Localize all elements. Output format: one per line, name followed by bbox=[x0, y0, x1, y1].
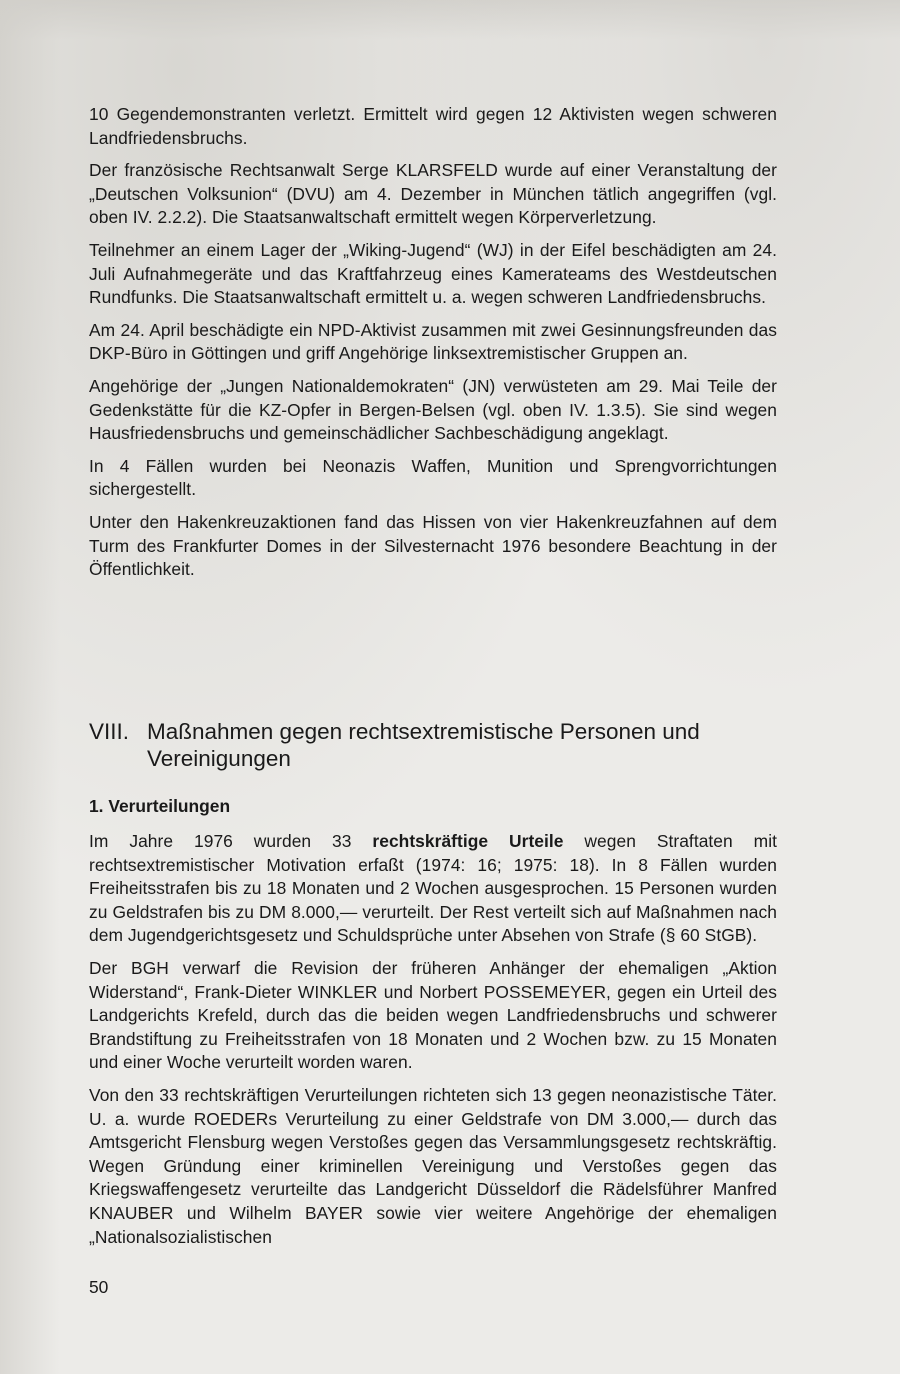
paragraph-neonazi-convictions: Von den 33 rechtskräftigen Verurteilungen richteten sich 13 gegen neonazistische Täter. U. a. wurde ROEDERs Verurteilung zu einer Geldstrafe von DM 3.000,— durch das Amtsgericht Flensburg wegen Verstoßes gegen das Versammlungsgesetz rechtskräftig. Wegen Gründung einer kriminellen Vereinigung und Verstoßes gegen das Kriegswaffengesetz verurteilte das Landgericht Düsseldorf die Rädelsführer Manfred KNAUBER und Wilhelm BAYER sowie vier weitere Angehörige der ehemaligen „Nationalsozialistischen bbox=[89, 1084, 777, 1247]
subsection-heading: 1. Verurteilungen bbox=[89, 796, 231, 816]
page-number: 50 bbox=[89, 1277, 109, 1297]
section-title: Maßnahmen gegen rechtsextremistische Personen und Vereinigungen bbox=[147, 719, 700, 771]
paragraph-npd-activist: Am 24. April beschädigte ein NPD-Aktivist zusammen mit zwei Gesinnungsfreunden das DKP-Büro in Göttingen und griff Angehörige linksextremistischer Gruppen an. bbox=[89, 319, 777, 364]
paragraph-bgh-revision: Der BGH verwarf die Revision der früheren Anhänger der ehemaligen „Aktion Widerstand“, Frank-Dieter WINKLER und Norbert POSSEMEYER, gegen ein Urteil des Landgerichts Krefeld, durch das die beiden wegen Landfriedensbruchs und schwerer Brandstiftung zu Freiheitsstrafen von 18 Monaten und 2 Wochen bzw. zu 15 Monaten und einer Woche verurteilt worden waren. bbox=[89, 957, 777, 1073]
paragraph-weapons-seized: In 4 Fällen wurden bei Neonazis Waffen, Munition und Sprengvorrichtungen sichergestellt. bbox=[89, 455, 777, 500]
text-block-top bbox=[89, 103, 777, 582]
verdicts-emphasis: rechtskräftige Urteile bbox=[372, 831, 564, 851]
verdicts-text-after: wegen Straftaten mit rechtsextremistischer Motivation erfaßt (1974: 16; 1975: 18). In 8 Fällen wurden Freiheitsstrafen bis zu 18 Monaten und 2 Wochen ausgesprochen. 15 Personen wurden zu Geldstrafen bis zu DM 8.000,— verurteilt. Der Rest verteilt sich auf Maßnahmen nach dem Jugendgerichtsgesetz und Schuldsprüche unter Absehen von Strafe (§ 60 StGB). bbox=[89, 831, 777, 946]
paragraph-wiking-jugend: Teilnehmer an einem Lager der „Wiking-Jugend“ (WJ) in der Eifel beschädigten am 24. Juli Aufnahmegeräte und das Kraftfahrzeug eines Kamerateams des Westdeutschen Rundfunks. Die Staatsanwaltschaft ermittelt u. a. wegen schweren Landfriedensbruchs. bbox=[89, 239, 777, 308]
paragraph-counter-demonstrators: 10 Gegendemonstranten verletzt. Ermittelt wird gegen 12 Aktivisten wegen schweren Landfriedensbruchs. bbox=[89, 104, 777, 148]
section-number: VIII. bbox=[89, 719, 130, 744]
paragraph-verdicts-1976 bbox=[89, 830, 777, 948]
section-heading bbox=[89, 718, 777, 772]
text-block-bottom bbox=[89, 830, 777, 1249]
paragraph-jn-bergen-belsen: Angehörige der „Jungen Nationaldemokraten“ (JN) verwüsteten am 29. Mai Teile der Gedenkstätte für die KZ-Opfer in Bergen-Belsen (vgl. oben IV. 1.3.5). Sie sind wegen Hausfriedensbruchs und gemeinschädlicher Sachbeschädigung angeklagt. bbox=[89, 375, 777, 444]
verdicts-text-before: Im Jahre 1976 wurden 33 bbox=[89, 831, 373, 851]
paragraph-klarsfeld: Der französische Rechtsanwalt Serge KLARSFELD wurde auf einer Veranstaltung der „Deutschen Volksunion“ (DVU) am 4. Dezember in München tätlich angegriffen (vgl. oben IV. 2.2.2). Die Staatsanwaltschaft ermittelt wegen Körperverletzung. bbox=[89, 160, 777, 228]
paragraph-swastika-flags: Unter den Hakenkreuzaktionen fand das Hissen von vier Hakenkreuzfahnen auf dem Turm des Frankfurter Domes in der Silvesternacht 1976 besondere Beachtung in der Öffentlichkeit. bbox=[89, 511, 777, 580]
